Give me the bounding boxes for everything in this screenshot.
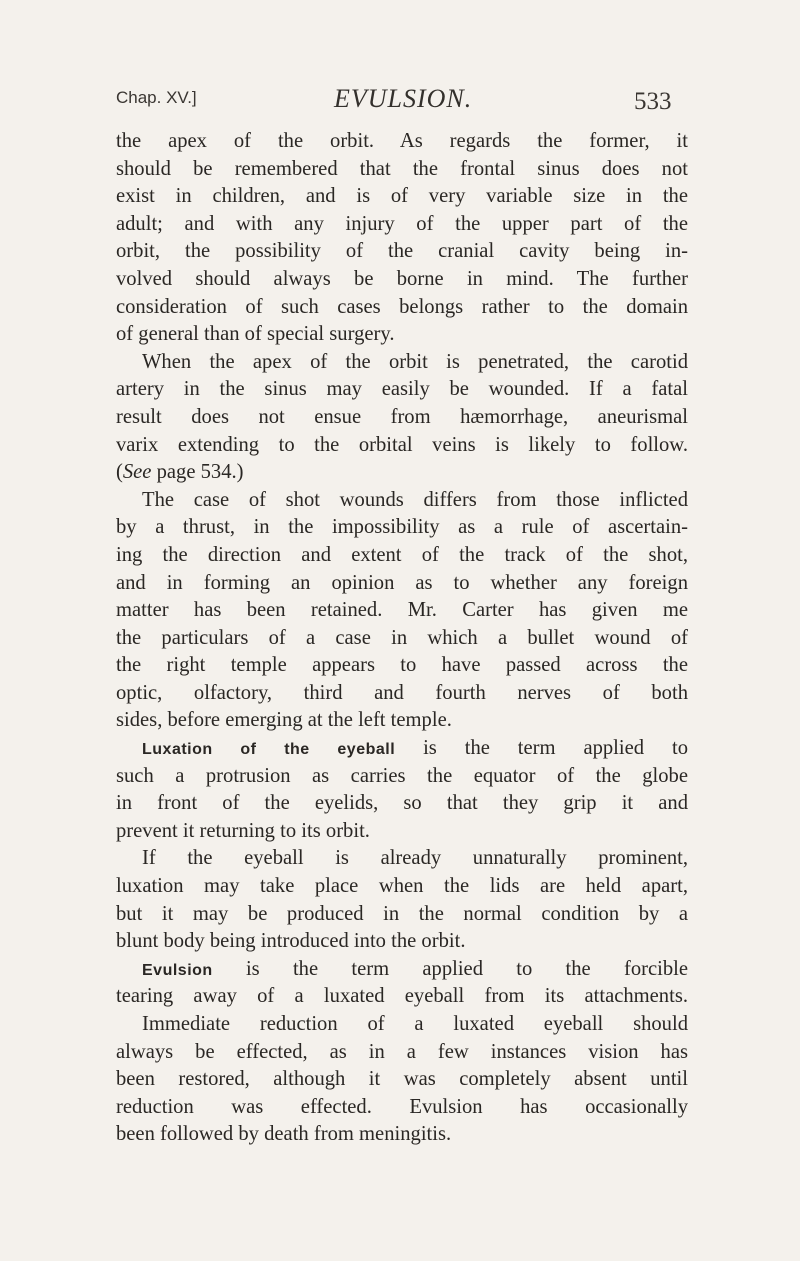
- text-line: varix extending to the orbital veins is likely to follow.: [116, 433, 688, 456]
- text-line: always be effected, as in a few instances vision has: [116, 1040, 688, 1063]
- text-line: exist in children, and is of very variable size in the: [116, 185, 688, 208]
- text-line: orbit, the possibility of the cranial cavity being in-: [116, 240, 688, 263]
- heading-continuation: is the term applied to: [395, 737, 688, 760]
- text-line: (See page 534.): [116, 461, 244, 484]
- text-line: matter has been retained. Mr. Carter has given me: [116, 599, 688, 622]
- text-line: [116, 956, 688, 984]
- section-heading-evulsion: Evulsion: [142, 961, 213, 979]
- text-line: the apex of the orbit. As regards the former, it: [116, 130, 688, 152]
- text-line: such a protrusion as carries the equator of the globe: [116, 764, 688, 787]
- text-line: by a thrust, in the impossibility as a rule of ascertain-: [116, 516, 688, 539]
- text-line: the right temple appears to have passed across the: [116, 654, 688, 677]
- see-reference-page: page 534.): [151, 461, 244, 484]
- text-line: been followed by death from meningitis.: [116, 1123, 452, 1146]
- running-head: [116, 86, 686, 120]
- text-line: reduction was effected. Evulsion has occasionally: [116, 1095, 688, 1118]
- text-line: should be remembered that the frontal sinus does not: [116, 157, 688, 180]
- text-line: volved should always be borne in mind. The further: [116, 267, 688, 290]
- text-line: Immediate reduction of a luxated eyeball should: [142, 1013, 688, 1035]
- text-line: consideration of such cases belongs rather to the domain: [116, 295, 688, 318]
- text-line: ing the direction and extent of the track of the shot,: [116, 543, 688, 566]
- text-line: optic, olfactory, third and fourth nerves of both: [116, 681, 688, 704]
- text-line: been restored, although it was completely absent until: [116, 1068, 688, 1091]
- text-line: prevent it returning to its orbit.: [116, 819, 370, 842]
- text-line: the particulars of a case in which a bullet wound of: [116, 626, 688, 649]
- text-line: of general than of special surgery.: [116, 323, 395, 346]
- text-line: sides, before emerging at the left temple.: [116, 709, 452, 732]
- text-line: in front of the eyelids, so that they grip it and: [116, 792, 688, 815]
- text-line: tearing away of a luxated eyeball from its attachments.: [116, 985, 688, 1008]
- page-number: 533: [634, 88, 672, 115]
- text-line: When the apex of the orbit is penetrated, the carotid: [142, 350, 688, 373]
- text-line: result does not ensue from hæmorrhage, aneurismal: [116, 405, 688, 428]
- text-line: The case of shot wounds differs from those inflicted: [142, 488, 688, 511]
- text-line: artery in the sinus may easily be wounded. If a fatal: [116, 378, 688, 401]
- text-line: adult; and with any injury of the upper part of the: [116, 212, 688, 235]
- heading-continuation: is the term applied to the forcible: [212, 957, 688, 980]
- text-line: blunt body being introduced into the orbit.: [116, 930, 466, 953]
- text-line: luxation may take place when the lids are held apart,: [116, 875, 688, 898]
- see-reference: See: [122, 461, 152, 484]
- text-line: and in forming an opinion as to whether any foreign: [116, 571, 688, 594]
- chapter-label: Chap. XV.]: [116, 88, 197, 107]
- text-line: If the eyeball is already unnaturally prominent,: [142, 847, 688, 870]
- body-text: [116, 128, 688, 1149]
- running-title: EVULSION.: [334, 84, 473, 113]
- section-heading-luxation: Luxation of the eyeball: [142, 741, 396, 759]
- text-line: [116, 735, 688, 763]
- text-line: but it may be produced in the normal condition by a: [116, 902, 688, 925]
